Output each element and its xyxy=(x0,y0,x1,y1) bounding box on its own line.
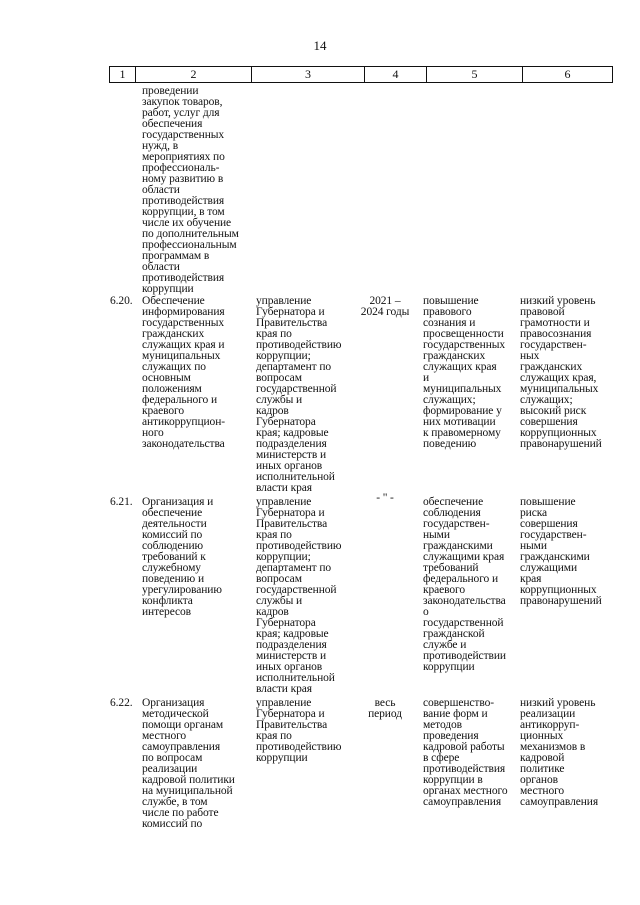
responsible-executors: управление Губернатора и Правительства края по противодействию коррупции; департамент по вопросам государственной службы и кадров Губернатора края; кадровые подразделения министерств и иных органов исполнительной власти края xyxy=(256,295,342,494)
row-number: 6.21. xyxy=(110,496,133,508)
expected-result: совершенство- вание форм и методов проведения кадровой работы в сфере противодействия коррупции в органах местного самоуправления xyxy=(423,697,508,808)
expected-result: обеспечение соблюдения государствен- ными гражданскими служащими края требований федерального и краевого законодательства о государственной гражданской службе и противодействии коррупции xyxy=(423,496,506,673)
page-number: 14 xyxy=(313,38,327,53)
consequences-of-non-execution: повышение риска совершения государствен- ными гражданскими служащими края коррупционных правонарушений xyxy=(520,496,602,607)
column-header-5: 5 xyxy=(427,67,523,82)
table-header xyxy=(109,66,613,83)
row-number: 6.22. xyxy=(110,697,133,709)
deadline: 2021 – 2024 годы xyxy=(360,295,410,318)
column-header-1: 1 xyxy=(110,67,136,82)
column-header-3: 3 xyxy=(252,67,365,82)
consequences-of-non-execution: низкий уровень правовой грамотности и правосознания государствен- ных гражданских служащих края, муниципальных служащих; высокий риск совершения коррупционных правонарушений xyxy=(520,295,602,450)
measure-name: Обеспечение информирования государственных гражданских служащих края и муниципальных служащих по основным положениям федерального и краевого антикоррупцион- ного законодательства xyxy=(142,295,225,450)
column-header-6: 6 xyxy=(564,67,571,81)
responsible-executors: управление Губернатора и Правительства края по противодействию коррупции xyxy=(256,697,342,764)
row-number: 6.20. xyxy=(110,295,133,307)
column-header-4: 4 xyxy=(365,67,427,82)
responsible-executors: управление Губернатора и Правительства края по противодействию коррупции; департамент по вопросам государственной службы и кадров Губернатора края; кадровые подразделения министерств и иных органов исполнительной власти края xyxy=(256,496,342,695)
deadline: - " - xyxy=(376,492,394,504)
measure-name: Организация методической помощи органам местного самоуправления по вопросам реализации кадровой политики на муниципальной службе, в том числе по работе комиссий по xyxy=(142,697,235,830)
continuation-measure-text: проведении закупок товаров, работ, услуг для обеспечения государственных нужд, в мероприятиях по профессиональ- ному развитию в области противодействия коррупции, в том числе их обучение по дополнительным профессиональным программам в области противодействия коррупции xyxy=(142,85,239,295)
measure-name: Организация и обеспечение деятельности комиссий по соблюдению требований к служебному поведению и урегулированию конфликта интересов xyxy=(142,496,222,618)
consequences-of-non-execution: низкий уровень реализации антикорруп- ционных механизмов в кадровой политике органов местного самоуправления xyxy=(520,697,599,808)
expected-result: повышение правового сознания и просвещенности государственных гражданских служащих края и муниципальных служащих; формирование у них мотивации к правомерному поведению xyxy=(423,295,506,450)
column-header-2: 2 xyxy=(136,67,252,82)
deadline: весь период xyxy=(368,697,402,720)
